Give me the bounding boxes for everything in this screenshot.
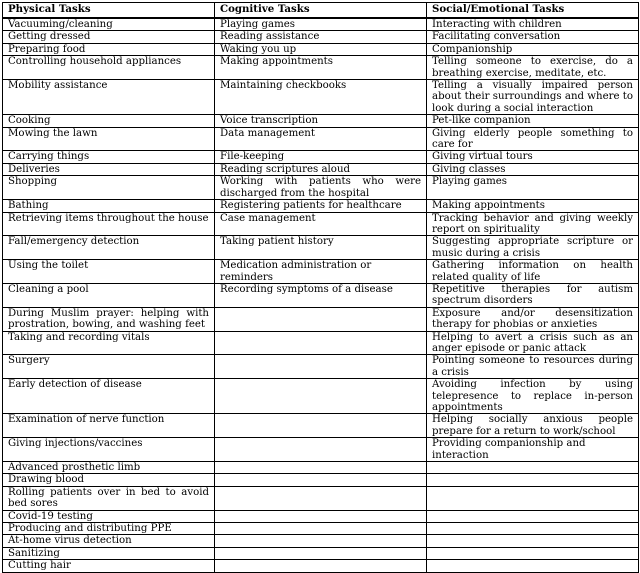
cognitive-task-cell [215,379,427,414]
social-emotional-task-cell: Giving virtual tours [427,151,639,163]
table-row [3,31,639,43]
cognitive-task-cell: Registering patients for healthcare [215,200,427,212]
social-emotional-task-cell [427,510,639,522]
social-emotional-task-cell: Providing companionship and interaction [427,438,639,462]
header-physical-tasks: Physical Tasks [3,3,215,19]
cognitive-task-cell [215,474,427,486]
table-row [3,260,639,284]
table-row [3,176,639,200]
table-row [3,331,639,355]
table-row [3,560,639,572]
cognitive-task-cell [215,355,427,379]
physical-task-cell: Sanitizing [3,547,215,559]
cognitive-task-cell [215,547,427,559]
physical-task-cell: Controlling household appliances [3,56,215,80]
social-emotional-task-cell: Giving elderly people something to care for [427,127,639,151]
cognitive-task-cell [215,510,427,522]
cognitive-task-cell [215,560,427,572]
physical-task-cell: Taking and recording vitals [3,331,215,355]
social-emotional-task-cell [427,486,639,510]
table-row [3,547,639,559]
table-row [3,283,639,307]
cognitive-task-cell [215,462,427,474]
social-emotional-task-cell: Exposure and/or desensitization therapy for phobias or anxieties [427,307,639,331]
physical-task-cell: Shopping [3,176,215,200]
task-table-container [2,2,638,573]
physical-task-cell: At-home virus detection [3,535,215,547]
social-emotional-task-cell: Playing games [427,176,639,200]
cognitive-task-cell: File-keeping [215,151,427,163]
physical-task-cell: Rolling patients over in bed to avoid bed sores [3,486,215,510]
cognitive-task-cell [215,486,427,510]
social-emotional-task-cell: Facilitating conversation [427,31,639,43]
social-emotional-task-cell: Repetitive therapies for autism spectrum disorders [427,283,639,307]
physical-task-cell: Carrying things [3,151,215,163]
physical-task-cell: Cutting hair [3,560,215,572]
cognitive-task-cell [215,535,427,547]
social-emotional-task-cell: Helping socially anxious people prepare for a return to work/school [427,414,639,438]
physical-task-cell: Drawing blood [3,474,215,486]
cognitive-task-cell [215,331,427,355]
physical-task-cell: Deliveries [3,163,215,175]
header-social-emotional-tasks: Social/Emotional Tasks [427,3,639,19]
table-row [3,379,639,414]
table-row [3,212,639,236]
table-row [3,200,639,212]
social-emotional-task-cell [427,462,639,474]
table-row [3,163,639,175]
task-categories-table [2,2,639,573]
header-row [3,3,639,19]
physical-task-cell: Using the toilet [3,260,215,284]
cognitive-task-cell: Waking you up [215,43,427,55]
physical-task-cell: Cleaning a pool [3,283,215,307]
cognitive-task-cell: Reading scriptures aloud [215,163,427,175]
social-emotional-task-cell: Pet-like companion [427,115,639,127]
table-row [3,355,639,379]
table-row [3,80,639,115]
social-emotional-task-cell: Making appointments [427,200,639,212]
physical-task-cell: Covid-19 testing [3,510,215,522]
physical-task-cell: Cooking [3,115,215,127]
physical-task-cell: Mowing the lawn [3,127,215,151]
table-row [3,56,639,80]
physical-task-cell: Early detection of disease [3,379,215,414]
social-emotional-task-cell [427,547,639,559]
social-emotional-task-cell: Tracking behavior and giving weekly report on spirituality [427,212,639,236]
social-emotional-task-cell: Helping to avert a crisis such as an anger episode or panic attack [427,331,639,355]
social-emotional-task-cell: Gathering information on health related quality of life [427,260,639,284]
social-emotional-task-cell: Companionship [427,43,639,55]
table-row [3,236,639,260]
physical-task-cell: Mobility assistance [3,80,215,115]
table-row [3,151,639,163]
table-row [3,438,639,462]
physical-task-cell: Giving injections/vaccines [3,438,215,462]
cognitive-task-cell: Recording symptoms of a disease [215,283,427,307]
physical-task-cell: Retrieving items throughout the house [3,212,215,236]
social-emotional-task-cell: Avoiding infection by using telepresence to replace in-person appointments [427,379,639,414]
header-cognitive-tasks: Cognitive Tasks [215,3,427,19]
social-emotional-task-cell: Interacting with children [427,18,639,31]
table-row [3,462,639,474]
table-row [3,307,639,331]
cognitive-task-cell: Data management [215,127,427,151]
table-row [3,474,639,486]
cognitive-task-cell: Reading assistance [215,31,427,43]
table-body [3,18,639,572]
social-emotional-task-cell [427,560,639,572]
social-emotional-task-cell: Telling a visually impaired person about their surroundings and where to look during a social interaction [427,80,639,115]
physical-task-cell: Surgery [3,355,215,379]
cognitive-task-cell [215,307,427,331]
table-row [3,510,639,522]
table-row [3,115,639,127]
cognitive-task-cell: Medication administration or reminders [215,260,427,284]
social-emotional-task-cell: Telling someone to exercise, do a breathing exercise, meditate, etc. [427,56,639,80]
cognitive-task-cell: Working with patients who were discharged from the hospital [215,176,427,200]
physical-task-cell: Vacuuming/cleaning [3,18,215,31]
cognitive-task-cell: Maintaining checkbooks [215,80,427,115]
table-row [3,43,639,55]
cognitive-task-cell: Voice transcription [215,115,427,127]
table-row [3,535,639,547]
table-row [3,414,639,438]
cognitive-task-cell: Playing games [215,18,427,31]
table-row [3,486,639,510]
physical-task-cell: Preparing food [3,43,215,55]
physical-task-cell: Examination of nerve function [3,414,215,438]
table-row [3,523,639,535]
physical-task-cell: Producing and distributing PPE [3,523,215,535]
physical-task-cell: Bathing [3,200,215,212]
social-emotional-task-cell [427,523,639,535]
physical-task-cell: During Muslim prayer: helping with prostration, bowing, and washing feet [3,307,215,331]
social-emotional-task-cell: Suggesting appropriate scripture or music during a crisis [427,236,639,260]
social-emotional-task-cell [427,474,639,486]
table-row [3,127,639,151]
cognitive-task-cell [215,523,427,535]
social-emotional-task-cell: Giving classes [427,163,639,175]
cognitive-task-cell [215,414,427,438]
social-emotional-task-cell: Pointing someone to resources during a crisis [427,355,639,379]
physical-task-cell: Getting dressed [3,31,215,43]
cognitive-task-cell: Taking patient history [215,236,427,260]
cognitive-task-cell [215,438,427,462]
cognitive-task-cell: Making appointments [215,56,427,80]
social-emotional-task-cell [427,535,639,547]
physical-task-cell: Advanced prosthetic limb [3,462,215,474]
cognitive-task-cell: Case management [215,212,427,236]
physical-task-cell: Fall/emergency detection [3,236,215,260]
table-row [3,18,639,31]
